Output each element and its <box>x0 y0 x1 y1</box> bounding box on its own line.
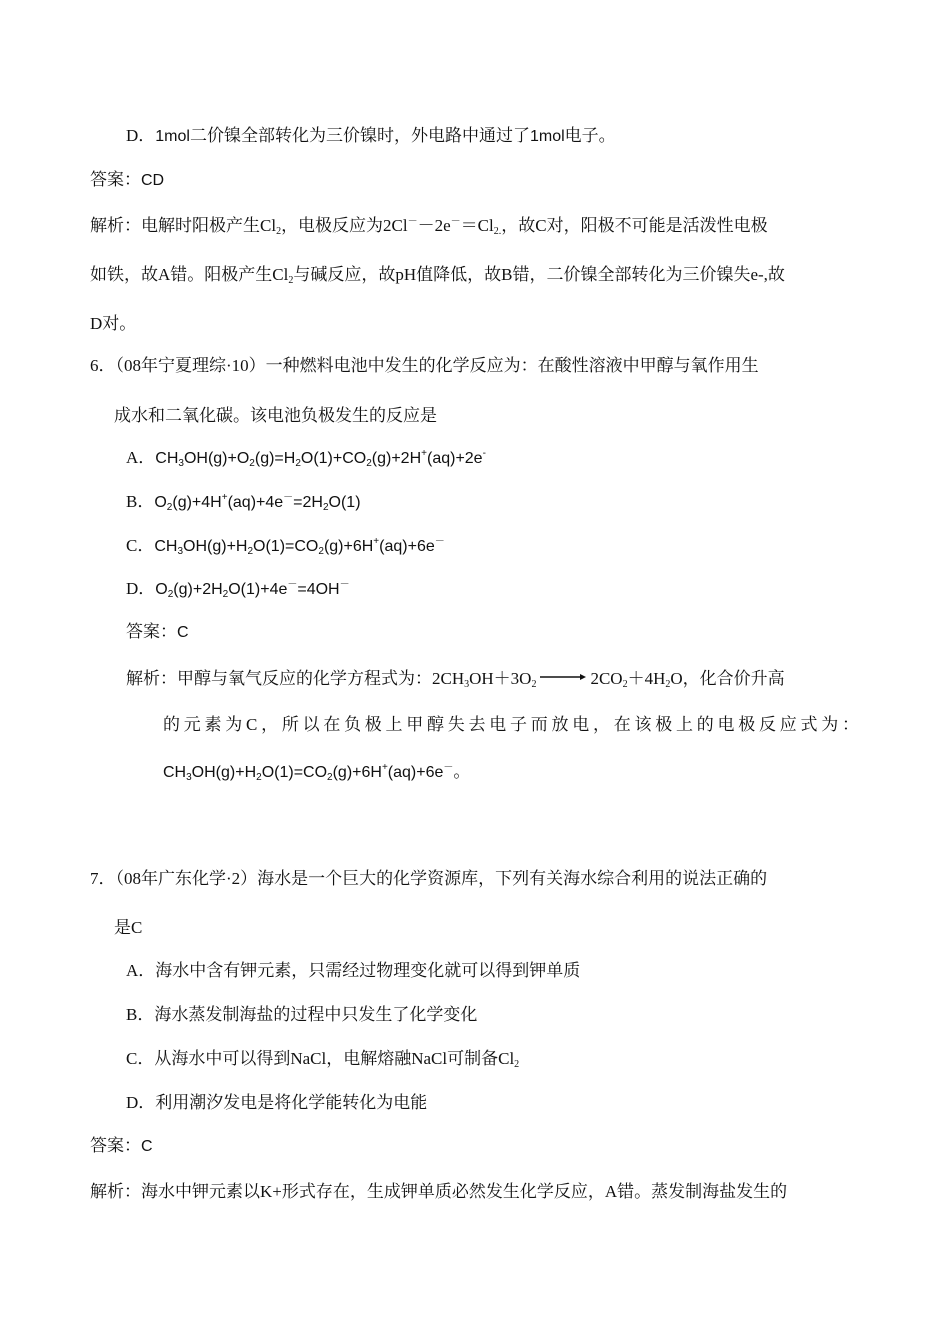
q7-option-b: B．海水蒸发制海盐的过程中只发生了化学变化 <box>126 1005 478 1024</box>
q5-analysis-line-1: 解析：电解时阳极产生$Cl_2$，电极反应为$2Cl^--2e^-=Cl_{2.}$，故C对，阳极不可能是活泼性电极 <box>90 216 768 237</box>
q6-option-a: A．$CH_3OH(g)+O_2(g)=H_2O(1)+CO_2(g)+2H^+(aq)+2e^-$ <box>126 448 486 469</box>
q6-analysis-line-1: 解析：甲醇与氧气反应的化学方程式为：$2CH_3OH+3O_2$ $2CO_2+4H_2O$，化合价升高 <box>126 669 785 690</box>
question-number: 6． <box>90 356 116 375</box>
q7-stem-line-2: 是C <box>114 918 143 937</box>
q5-analysis-line-2: 如铁，故A错。阳极产生$Cl_2$与碱反应，故pH值降低，故B错，二价镍全部转化为三价镍失e-,故 <box>90 265 785 286</box>
q7-analysis-line-1: 解析：海水中钾元素以K+形式存在，生成钾单质必然发生化学反应，A错。蒸发制海盐发生的 <box>90 1182 788 1201</box>
q6-option-c: C．$CH_3OH(g)+H_2O(1)=CO_2(g)+6H^+(aq)+6e^-$ <box>126 536 445 557</box>
q6-option-b: B．$O_2(g)+4H^+(aq)+4e^-=2H_2O(1)$ <box>126 492 361 513</box>
q6-analysis-line-3: $CH_3OH(g)+H_2O(1)=CO_2(g)+6H^+(aq)+6e^-$。 <box>163 762 471 783</box>
q5-answer: 答案：CD <box>90 170 165 189</box>
q6-answer: 答案：C <box>126 622 189 641</box>
q6-analysis-line-2: 的元素为C，所以在负极上甲醇失去电子而放电，在该极上的电极反应式为： <box>163 715 859 734</box>
q7-stem-line-1: 7．（08年广东化学·2）海水是一个巨大的化学资源库，下列有关海水综合利用的说法正确的 <box>90 869 768 888</box>
q7-answer: 答案：C <box>90 1136 153 1155</box>
q6-stem-line-1: 6．（08年宁夏理综·10）一种燃料电池中发生的化学反应为：在酸性溶液中甲醇与氧作用生 <box>90 356 759 375</box>
q7-option-d: D．利用潮汐发电是将化学能转化为电能 <box>126 1093 428 1112</box>
q5-analysis-line-3: D对。 <box>90 314 137 333</box>
q7-option-c: C．从海水中可以得到NaCl，电解熔融NaCl可制备$Cl_2$ <box>126 1049 520 1070</box>
q5-option-d: D．1mol二价镍全部转化为三价镍时，外电路中通过了1mol电子。 <box>126 126 616 145</box>
q7-option-a: A．海水中含有钾元素，只需经过物理变化就可以得到钾单质 <box>126 961 581 980</box>
reaction-arrow-icon <box>540 672 586 682</box>
q6-stem-line-2: 成水和二氧化碳。该电池负极发生的反应是 <box>114 406 437 425</box>
question-number: 7． <box>90 869 116 888</box>
q6-option-d: D．$O_2(g)+2H_2O(1)+4e^-=4OH^-$ <box>126 579 350 600</box>
